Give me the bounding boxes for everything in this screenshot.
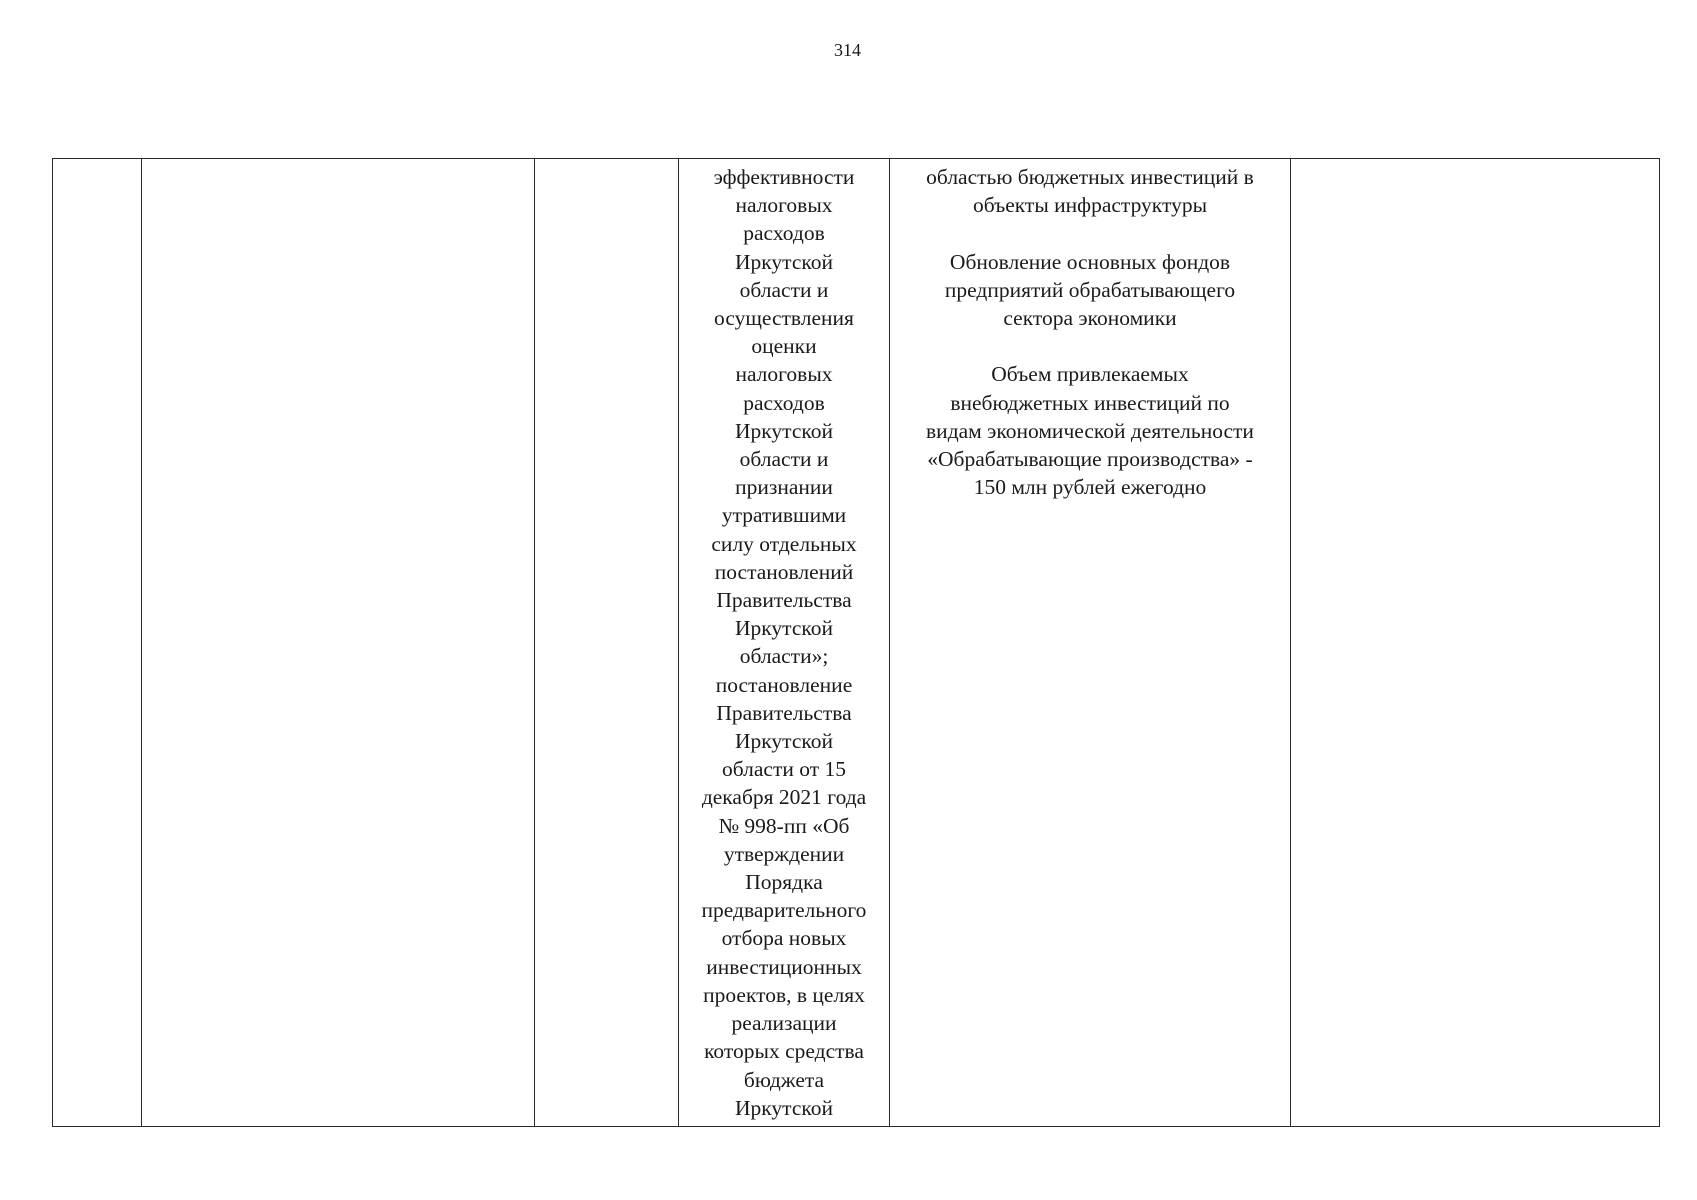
legal-basis-line: оценки (751, 334, 817, 359)
page-number: 314 (834, 40, 861, 60)
legal-basis-line: бюджета (743, 1067, 825, 1092)
legal-basis-line: № 998-пп «Об (718, 813, 850, 838)
legal-basis-line: проектов, в целях (703, 982, 865, 1007)
legal-basis-line: Правительства (716, 700, 852, 725)
legal-basis-line: декабря 2021 года (701, 785, 867, 810)
legal-basis-line: Иркутской (735, 418, 833, 443)
table-cell-name (142, 159, 535, 1127)
legal-basis-line: осуществления (714, 306, 854, 331)
legal-basis-line: Правительства (716, 588, 852, 613)
indicator-paragraph: областью бюджетных инвестиций в объекты инфраструктуры (926, 165, 1254, 218)
indicator-paragraph: Обновление основных фондов предприятий обрабатывающего сектора экономики (944, 249, 1236, 330)
indicator-paragraph: Объем привлекаемых внебюджетных инвестиций по видам экономической деятельности «Обрабатывающие производства» - 150 млн рублей ежегодно (926, 362, 1254, 500)
document-table (52, 158, 1660, 1127)
legal-basis-line: которых средства (704, 1039, 864, 1064)
legal-basis-line: инвестиционных (706, 954, 862, 979)
legal-basis-line: Иркутской (735, 1095, 833, 1120)
legal-basis-line: области и (739, 277, 829, 302)
table-cell-number (53, 159, 142, 1127)
legal-basis-line: Порядка (745, 870, 823, 895)
legal-basis-line: Иркутской (735, 616, 833, 641)
legal-basis-line: области и (739, 447, 829, 472)
table-cell-notes (1291, 159, 1660, 1127)
legal-basis-line: области от 15 (722, 757, 846, 782)
table-row (53, 159, 1660, 1127)
legal-basis-text (685, 163, 883, 1122)
legal-basis-line: предварительного (701, 898, 867, 923)
paragraph-gap (896, 332, 1284, 360)
legal-basis-line: постановлений (714, 559, 854, 584)
legal-basis-line: силу отдельных (711, 531, 857, 556)
legal-basis-line: реализации (731, 1011, 837, 1036)
legal-basis-line: Иркутской (735, 249, 833, 274)
table-cell-period (535, 159, 679, 1127)
legal-basis-line: утверждении (723, 841, 845, 866)
legal-basis-line: отбора новых (721, 926, 847, 951)
legal-basis-line: постановление (715, 672, 853, 697)
legal-basis-line: признании (735, 475, 833, 500)
paragraph-gap (896, 219, 1284, 247)
legal-basis-line: расходов (743, 221, 825, 246)
table-cell-indicators (890, 159, 1291, 1127)
legal-basis-line: утратившими (721, 503, 847, 528)
legal-basis-line: области»; (739, 644, 829, 669)
legal-basis-line: Иркутской (735, 729, 833, 754)
legal-basis-line: налоговых (735, 362, 833, 387)
table-cell-legal-basis (679, 159, 890, 1127)
legal-basis-line: эффективности (713, 165, 855, 189)
legal-basis-line: расходов (743, 390, 825, 415)
legal-basis-line: налоговых (735, 193, 833, 218)
